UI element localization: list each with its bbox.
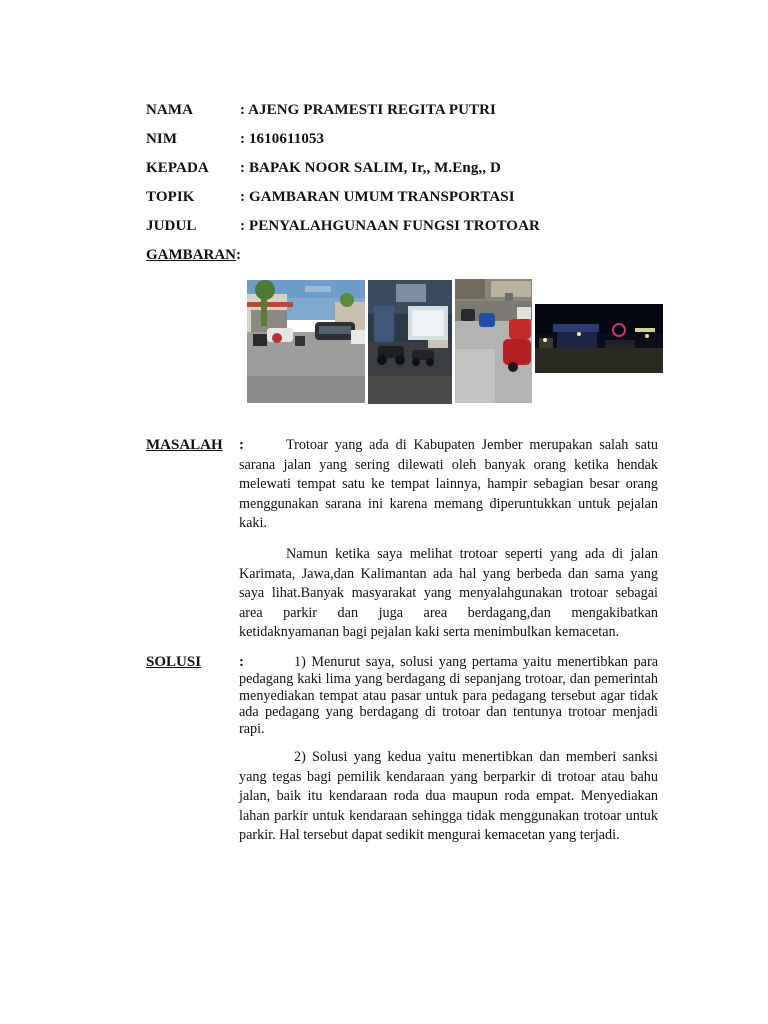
field-value-judul: : PENYALAHGUNAAN FUNGSI TROTOAR — [240, 218, 540, 234]
field-value-nim: : 1610611053 — [240, 131, 325, 147]
shop-front-night-photo — [368, 280, 452, 404]
gambaran-heading — [146, 247, 241, 264]
field-label-nama: NAMA — [146, 102, 194, 118]
field-value-topik: : GAMBARAN UMUM TRANSPORTASI — [240, 189, 515, 205]
solusi-label: SOLUSI — [146, 654, 202, 670]
gambaran-label: GAMBARAN — [146, 247, 236, 263]
field-label-topik: TOPIK — [146, 189, 195, 205]
masalah-paragraph-1: Trotoar yang ada di Kabupaten Jember merupakan salah satu sarana jalan yang sering dilewati oleh banyak orang ketika hendak melewati tempat satu ke tempat lainnya, hampir sebagian besar orang menggunakan sarana ini karena memang diperuntukkan untuk pejalan kaki. — [239, 437, 658, 531]
field-label-judul: JUDUL — [146, 218, 197, 234]
field-label-kepada: KEPADA — [146, 160, 209, 176]
solusi-paragraph-2: 2) Solusi yang kedua yaitu menertibkan dan memberi sanksi yang tegas bagi pemilik kendaraan yang berparkir di trotoar atau bahu jalan, baik itu kendaraan roda dua maupun roda empat. Menyediakan lahan parkir untuk kendaraan sehingga tidak menggunakan trotoar untuk parkir. Hal tersebut dapat sedikit mengurai kemacetan yang terjadi. — [239, 749, 658, 843]
field-value-nama: : AJENG PRAMESTI REGITA PUTRI — [240, 102, 496, 118]
masalah-colon: : — [239, 437, 244, 453]
night-market-photo — [535, 304, 663, 373]
solusi-paragraph-1: 1) Menurut saya, solusi yang pertama yaitu menertibkan para pedagang kaki lima yang berdagang di sepanjang trotoar, dan pemerintah menyediakan tempat atau pasar untuk para pedagang tersebut agar tidak ada pedagang yang berdagang di trotoar dan tentunya trotoar menjadi rapi. — [239, 654, 658, 738]
masalah-label: MASALAH — [146, 437, 223, 453]
gambaran-colon: : — [236, 247, 241, 263]
street-photo-daytime — [247, 280, 365, 403]
field-value-kepada: : BAPAK NOOR SALIM, Ir,, M.Eng,, D — [240, 160, 501, 176]
masalah-paragraph-2: Namun ketika saya melihat trotoar seperti yang ada di jalan Karimata, Jawa,dan Kalimantan ada hal yang berbeda dan sama yang saya lihat.Banyak masyarakat yang menyalahgunakan trotoar sebagai area parkir dan juga area berdagang,dan mengakibatkan ketidaknyamanan bagi pejalan kaki serta menimbulkan kemacetan. — [239, 546, 658, 640]
motorbike-sidewalk-photo — [455, 279, 532, 403]
field-label-nim: NIM — [146, 131, 178, 147]
solusi-colon: : — [239, 654, 244, 670]
